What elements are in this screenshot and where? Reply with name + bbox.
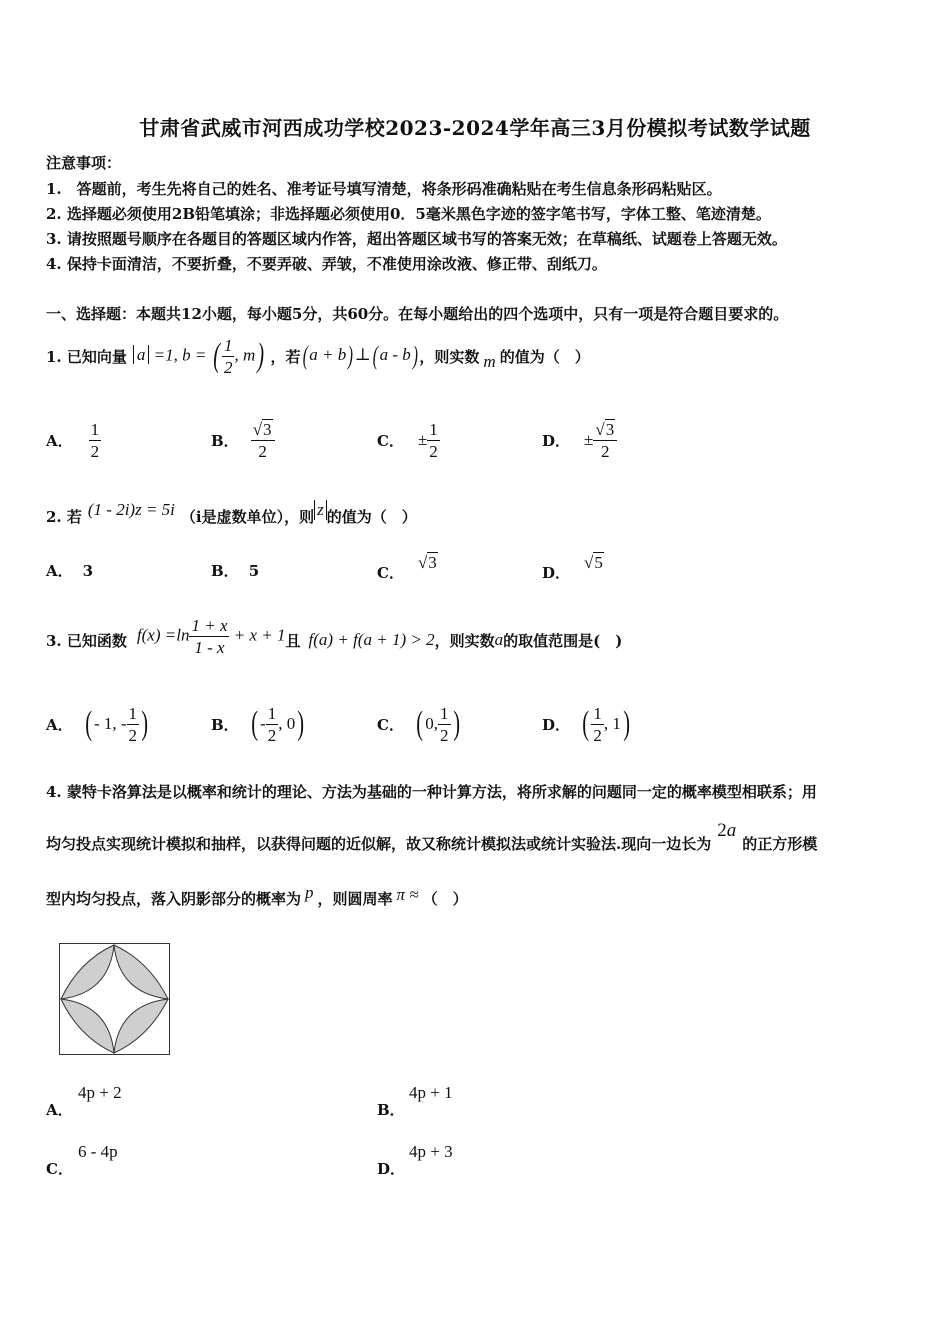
q1-prefix: 1. 已知向量 [46,347,127,366]
notice-heading: 注意事项： [46,154,122,172]
option-label: D． [542,431,571,450]
option-label: A． [46,1101,73,1119]
notice-item: 4. 保持卡面清洁，不要折叠，不要弄破、弄皱，不准使用涂改液、修正带、刮纸刀。 [46,255,607,273]
q3-function-expr: f(x) =ln $\frac{1 + x}{1 - x}$ + x + 1 [136,615,286,657]
q2-option-c[interactable]: C． √3 [377,552,437,582]
q1-mid: ，若 [270,347,301,366]
option-label: B． [211,562,239,580]
q4-var-p: p [305,883,314,902]
option-label: C． [46,1160,73,1178]
q4-line-3-text-end: （ ） [422,890,468,908]
option-value: 3 [428,552,437,572]
q4-pi-approx: π ≈ [396,885,419,904]
q1-perp-expr: ( a + b) ⊥( a - b) [302,341,418,370]
q1-option-c[interactable]: C． ± $\frac{1}{2}$ [377,419,438,461]
q3-suffix2: 的取值范围是( ) [503,631,623,650]
q2-abs-z: z [314,500,327,520]
q4-side-length: 2a [717,820,737,841]
option-label: A． [46,715,73,734]
q4-line-1: 4. 蒙特卡洛算法是以概率和统计的理论、方法为基础的一种计算方法，将所求解的问题同一定的概率模型相联系；用 [46,783,817,801]
question-2 [46,500,417,532]
option-value: 5 [594,552,603,572]
notice-item: 2. 选择题必须使用2B铅笔填涂；非选择题必须使用0．5毫米黑色字迹的签字笔书写，字体工整、笔迹清楚。 [46,205,771,223]
q2-option-a[interactable] [46,560,93,581]
option-label: C． [377,431,404,450]
q4-line-3-text-mid: ，则圆周率 [317,890,393,908]
q1-vector-expr: a =1, b = ( $\frac{1}{2}$ , m) [133,337,267,376]
q2-suffix: 的值为（ ） [326,507,417,526]
option-value: 4p + 2 [78,1083,122,1102]
q3-condition-expr: f(a) + f(a + 1) > 2 [308,630,435,649]
q3-option-c[interactable]: C． ( 0, $\frac{1}{2}$ ) [377,703,460,745]
q2-mid: （i是虚数单位），则 [180,507,315,526]
q3-var-a: a [494,630,504,649]
q4-line-3 [46,883,468,909]
option-label: A． [46,562,73,580]
question-1 [46,336,590,376]
notice-item: 3. 请按照题号顺序在各题目的答题区域内作答，超出答题区域书写的答案无效；在草稿纸、试题卷上答题无效。 [46,230,787,248]
q3-suffix1: ，则实数 [434,631,495,650]
q3-mid: 且 [285,631,301,650]
q1-option-b[interactable]: B． $\frac{√3}{2}$ [211,415,275,465]
q3-option-a[interactable]: A． ( - 1, - $\frac{1}{2}$ ) [46,703,149,745]
q3-option-d[interactable]: D． ( $\frac{1}{2}$ , 1 ) [542,703,630,745]
q1-suffix1: ，则实数 [419,347,480,366]
q4-line-3-text: 型内均匀投点，落入阴影部分的概率为 [46,890,302,908]
q1-var-m: m [483,352,496,371]
option-label: C． [377,715,404,734]
q1-option-a[interactable]: A． $\frac{1}{2}$ [46,419,100,461]
q2-prefix: 2. 若 [46,507,82,526]
question-3 [46,615,623,662]
option-label: A． [46,431,73,450]
option-label: D． [377,1160,406,1178]
q4-line-2-text: 均匀投点实现统计模拟和抽样，以获得问题的近似解，故又称统计模拟法或统计实验法.现向一边长为 [46,835,712,853]
q1-suffix2: 的值为（ ） [499,347,590,366]
q3-prefix: 3. 已知函数 [46,631,127,650]
option-value: 4p + 1 [409,1083,453,1102]
option-label: D． [542,715,571,734]
page-title: 甘肃省武威市河西成功学校2023-2024学年高三3月份模拟考试数学试题 [139,116,811,140]
q1-option-d[interactable]: D． ± $\frac{√3}{2}$ [542,415,617,465]
option-label: C． [377,564,404,582]
option-value: 6 - 4p [78,1142,118,1161]
section-heading: 一、选择题：本题共12小题，每小题5分，共60分。在每小题给出的四个选项中，只有一项是符合题目要求的。 [46,305,789,323]
option-label: B． [211,431,239,450]
q2-expr: (1 - 2i)z = 5i [87,500,175,519]
q4-line-2 [46,820,818,854]
option-label: D． [542,564,571,582]
q2-option-b[interactable] [211,560,259,581]
option-value: 3 [82,561,94,580]
notice-item: 1. 答题前，考生先将自己的姓名、准考证号填写清楚，将条形码准确粘贴在考生信息条形码粘贴区。 [46,180,722,198]
q3-option-b[interactable]: B． ( - $\frac{1}{2}$ , 0 ) [211,703,305,745]
option-label: B． [377,1101,405,1119]
option-value: 4p + 3 [409,1142,453,1161]
q4-line-2-text-end: 的正方形模 [742,835,818,853]
option-label: B． [211,715,239,734]
square-figure [59,943,170,1055]
q2-option-d[interactable]: D． √5 [542,552,603,582]
option-value: 5 [248,561,260,580]
